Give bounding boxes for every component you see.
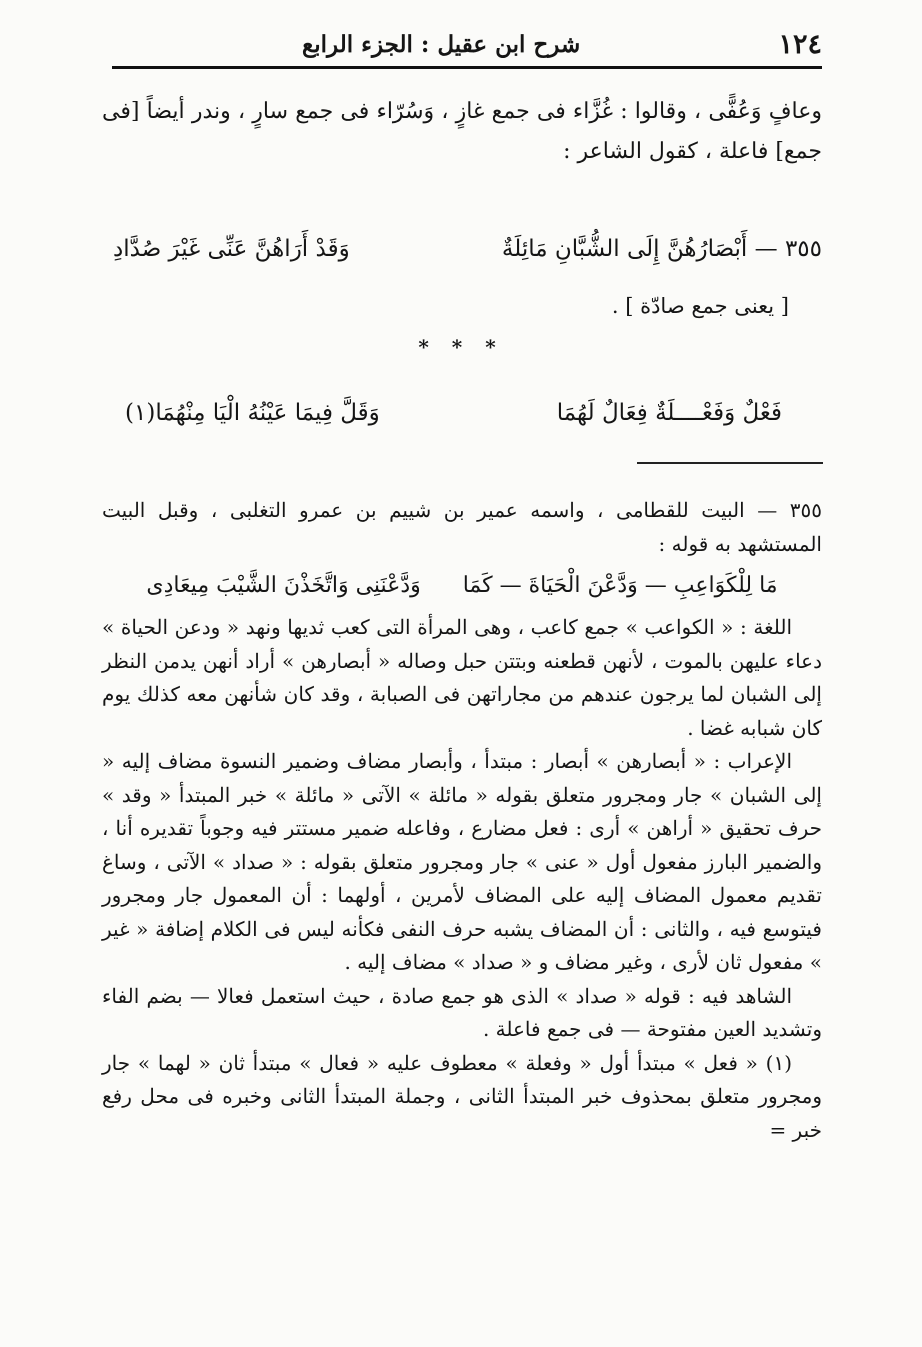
alfiya-first-hemistich: فَعْلٌ وَفَعْــــلَةٌ فِعَالٌ لَهُمَا xyxy=(556,400,782,426)
section-ornament: * * * xyxy=(418,335,504,359)
prior-verse xyxy=(102,565,822,607)
note-lugha: اللغة : « الكواعب » جمع كاعب ، وهى المرأة التى كعب ثديها ونهد « ودعن الحياة » دعاء عليهن بالموت ، لأنهن قطعنه وبتتن حبل وصاله « أبصارهن » أراد أنهن يدمن النظر إلى الشبان لما يرجون عندهم من مجاراتهن فى الصبابة ، وقد كان شأنهن معه كذلك يوم كان شبابه غضا . xyxy=(102,615,822,740)
running-title: شرح ابن عقيل : الجزء الرابع xyxy=(302,30,581,58)
page-number: ١٢٤ xyxy=(778,28,822,60)
prior-verse-first: مَا لِلْكَوَاعِبِ — وَدَّعْنَ الْحَيَاةَ — كَمَا xyxy=(462,573,778,598)
verse-355-second-hemistich: وَقَدْ أَرَاهُنَّ عَنِّى غَيْرَ صُدَّادِ xyxy=(113,236,350,262)
note-shahid: الشاهد فيه : قوله « صداد » الذى هو جمع صادة ، حيث استعمل فعالا — بضم الفاء وتشديد العين مفتوحة — فى جمع فاعلة . xyxy=(102,983,822,1041)
prior-verse-second: وَدَّعْنَنِى وَاتَّخَذْنَ الشَّيْبَ مِيعَادِى xyxy=(146,573,421,598)
verse-355-first-hemistich: ٣٥٥ — أَبْصَارُهُنَّ إِلَى الشُّبَّانِ مَائِلَةٌ xyxy=(501,236,822,262)
alfiya-second-hemistich: وَقَلَّ فِيمَا عَيْنُهُ الْيَا مِنْهُمَا(١) xyxy=(125,400,380,426)
footnote-1: (١) « فعل » مبتدأ أول « وفعلة » معطوف عليه « فعال » مبتدأ ثان « لهما » جار ومجرور متعلق بمحذوف خبر المبتدأ الثانى ، وجملة المبتدأ الثانى وخبره فى محل رفع خبر = xyxy=(102,1050,822,1142)
commentary xyxy=(102,494,822,1147)
note-irab: الإعراب : « أبصارهن » أبصار : مبتدأ ، وأبصار مضاف وضمير النسوة مضاف إليه « إلى الشبان » جار ومجرور متعلق بقوله « مائلة » الآتى « مائلة » خبر المبتدأ « وقد » حرف تحقيق « أراهن » أرى : فعل مضارع ، وفاعله ضمير مستتر فيه وجوباً تقديره أنا ، والضمير البارز مفعول أول « عنى » جار ومجرور متعلق بقوله : « صداد » الآتى ، وساغ تقديم معمول المضاف إليه على المضاف لأمرين ، أولهما : أن المعمول جار ومجرور فيتوسع فيه ، والثانى : أن المضاف يشبه حرف النفى فكأنه ليس فى الكلام إضافة « غير » مفعول ثان لأرى ، وغير مضاف و « صداد » مضاف إليه . xyxy=(102,749,822,974)
footnote-separator xyxy=(637,462,823,464)
note-intro: ٣٥٥ — البيت للقطامى ، واسمه عمير بن شييم بن عمرو التغلبى ، وقبل البيت المستشهد به قوله : xyxy=(102,498,822,556)
verse-note: [ يعنى جمع صادّة ] . xyxy=(611,294,789,318)
main-paragraph: وعافٍ وَعُفًّى ، وقالوا : غُزَّاء فى جمع غازٍ ، وَسُرّاء فى جمع سارٍ ، وندر أيضاً [فى جمع] فاعلة ، كقول الشاعر : xyxy=(102,99,822,164)
page-header xyxy=(112,22,822,69)
